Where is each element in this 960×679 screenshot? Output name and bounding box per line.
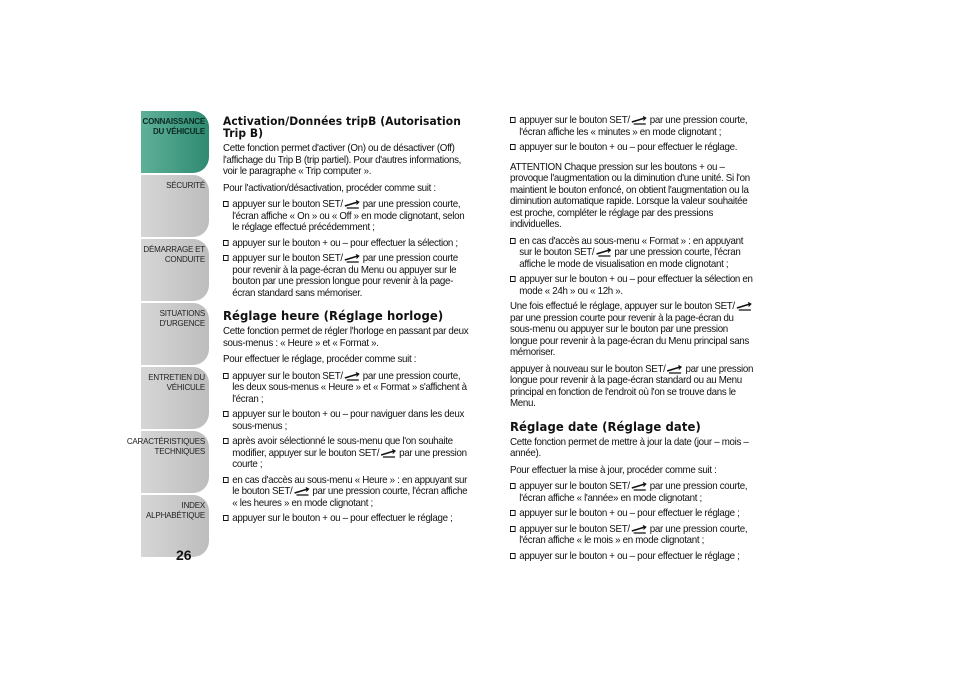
list-item: appuyer sur le bouton SET/ par une pression courte, l'écran affiche « l'année» en mode clignotant ; [510, 481, 756, 504]
list-item: appuyer sur le bouton + ou – pour effectuer le réglage ; [510, 508, 756, 520]
list-item: en cas d'accès au sous-menu « Format » : en appuyant sur le bouton SET/ par une pression courte, l'écran affiche le mode de visualisation en mode clignotant ; [510, 236, 756, 271]
section-heading: Activation/Données tripB (Autorisation Trip B) [223, 114, 461, 140]
list-item: appuyer sur le bouton SET/ par une pression courte pour revenir à la page-écran du Menu ou appuyer sur le bouton par une pression longue pour revenir à la page-écran standard sans mémoriser. [223, 253, 469, 299]
set-button-icon [344, 371, 360, 381]
list-item: appuyer sur le bouton SET/ par une pression courte, l'écran affiche les « minutes » en mode clignotant ; [510, 115, 756, 138]
set-button-icon [736, 301, 752, 311]
set-button-icon [380, 448, 396, 458]
list-item: appuyer sur le bouton + ou – pour effectuer la sélection en mode « 24h » ou « 12h ». [510, 274, 756, 297]
list-item: appuyer sur le bouton SET/ par une pression courte, les deux sous-menus « Heure » et « Format » s'affichent à l'écran ; [223, 371, 469, 406]
paragraph: Une fois effectué le réglage, appuyer sur le bouton SET/ par une pression courte pour revenir à la page-écran du sous-menu ou appuyer sur le bouton par une pression longue pour revenir à la page-écran du Menu principal sans mémoriser. [510, 301, 756, 359]
set-button-icon [631, 524, 647, 534]
tab-index-alphabetique[interactable] [141, 495, 209, 557]
tab-label: INDEX ALPHABÉTIQUE [146, 501, 205, 520]
list-item: appuyer sur le bouton SET/ par une pression courte, l'écran affiche « On » ou « Off » en mode clignotant, selon le réglage effectué précédemment ; [223, 199, 469, 234]
section-heading: Réglage heure (Réglage horloge) [223, 308, 444, 323]
set-button-icon [631, 115, 647, 125]
tab-entretien-du-vehicule[interactable] [141, 367, 209, 429]
paragraph: appuyer à nouveau sur le bouton SET/ par une pression longue pour revenir à la page-écran standard ou au Menu principal en fonction de l'endroit où l'on se trouve dans le Menu. [510, 362, 754, 409]
list-item: en cas d'accès au sous-menu « Heure » : en appuyant sur le bouton SET/ par une pression courte, l'écran affiche « les heures » en mode clignotant ; [223, 475, 469, 510]
attention-note: ATTENTION Chaque pression sur les boutons + ou – provoque l'augmentation ou la diminution d'une unité. Si l'on maintient le bouton enfoncé, on obtient l'augmentation ou la diminution automatique rapide. Lorsque la valeur souhaitée est proche, compléter le réglage par des pressions individuelles. [510, 160, 750, 230]
paragraph: Pour effectuer la mise à jour, procéder comme suit : [510, 463, 717, 476]
list-item: appuyer sur le bouton SET/ par une pression courte, l'écran affiche « le mois » en mode clignotant ; [510, 524, 756, 547]
tab-label: CARACTÉRISTIQUES TECHNIQUES [126, 437, 205, 456]
set-button-icon [344, 253, 360, 263]
set-button-icon [666, 364, 682, 374]
paragraph: Pour effectuer le réglage, procéder comme suit : [223, 353, 417, 365]
tab-label: DÉMARRAGE ET CONDUITE [143, 245, 205, 264]
page-number: 26 [176, 547, 192, 563]
tab-caracteristiques-techniques[interactable] [126, 431, 209, 493]
paragraph: Pour l'activation/désactivation, procéder comme suit : [223, 181, 436, 194]
list-item: appuyer sur le bouton + ou – pour effectuer le réglage ; [510, 551, 756, 563]
set-button-icon [595, 247, 611, 257]
list-item: appuyer sur le bouton + ou – pour effectuer le réglage ; [223, 513, 469, 525]
tab-connaissance-du-vehicule[interactable] [141, 111, 209, 173]
text-column-left [223, 115, 469, 529]
paragraph: Cette fonction permet d'activer (On) ou de désactiver (Off) l'affichage du Trip B (trip partiel). Pour d'autres informations, voir le paragraphe « Trip computer ». [223, 142, 462, 177]
paragraph: Cette fonction permet de régler l'horloge en passant par deux sous-menus : « Heure » et « Format ». [223, 325, 469, 349]
list-item: appuyer sur le bouton + ou – pour effectuer la sélection ; [223, 238, 469, 250]
text-column-right [510, 115, 756, 566]
paragraph: Cette fonction permet de mettre à jour la date (jour – mois – année). [510, 435, 749, 459]
list-item: appuyer sur le bouton + ou – pour effectuer le réglage. [510, 142, 756, 154]
section-heading: Réglage date (Réglage date) [510, 418, 701, 434]
tab-label: SITUATIONS D'URGENCE [159, 309, 205, 328]
chapter-sidebar [126, 111, 209, 559]
set-button-icon [344, 199, 360, 209]
tab-situations-d-urgence[interactable] [141, 303, 209, 365]
set-button-icon [631, 481, 647, 491]
tab-label: CONNAISSANCE DU VÉHICULE [142, 117, 205, 136]
tab-securite[interactable] [141, 175, 209, 237]
set-button-icon [293, 486, 309, 496]
list-item: après avoir sélectionné le sous-menu que l'on souhaite modifier, appuyer sur le bouton SET/ par une pression courte ; [223, 436, 469, 471]
list-item: appuyer sur le bouton + ou – pour naviguer dans les deux sous-menus ; [223, 409, 469, 432]
tab-label: SÉCURITÉ [166, 181, 205, 190]
tab-label: ENTRETIEN DU VÉHICULE [148, 373, 205, 392]
tab-demarrage-et-conduite[interactable] [141, 239, 209, 301]
